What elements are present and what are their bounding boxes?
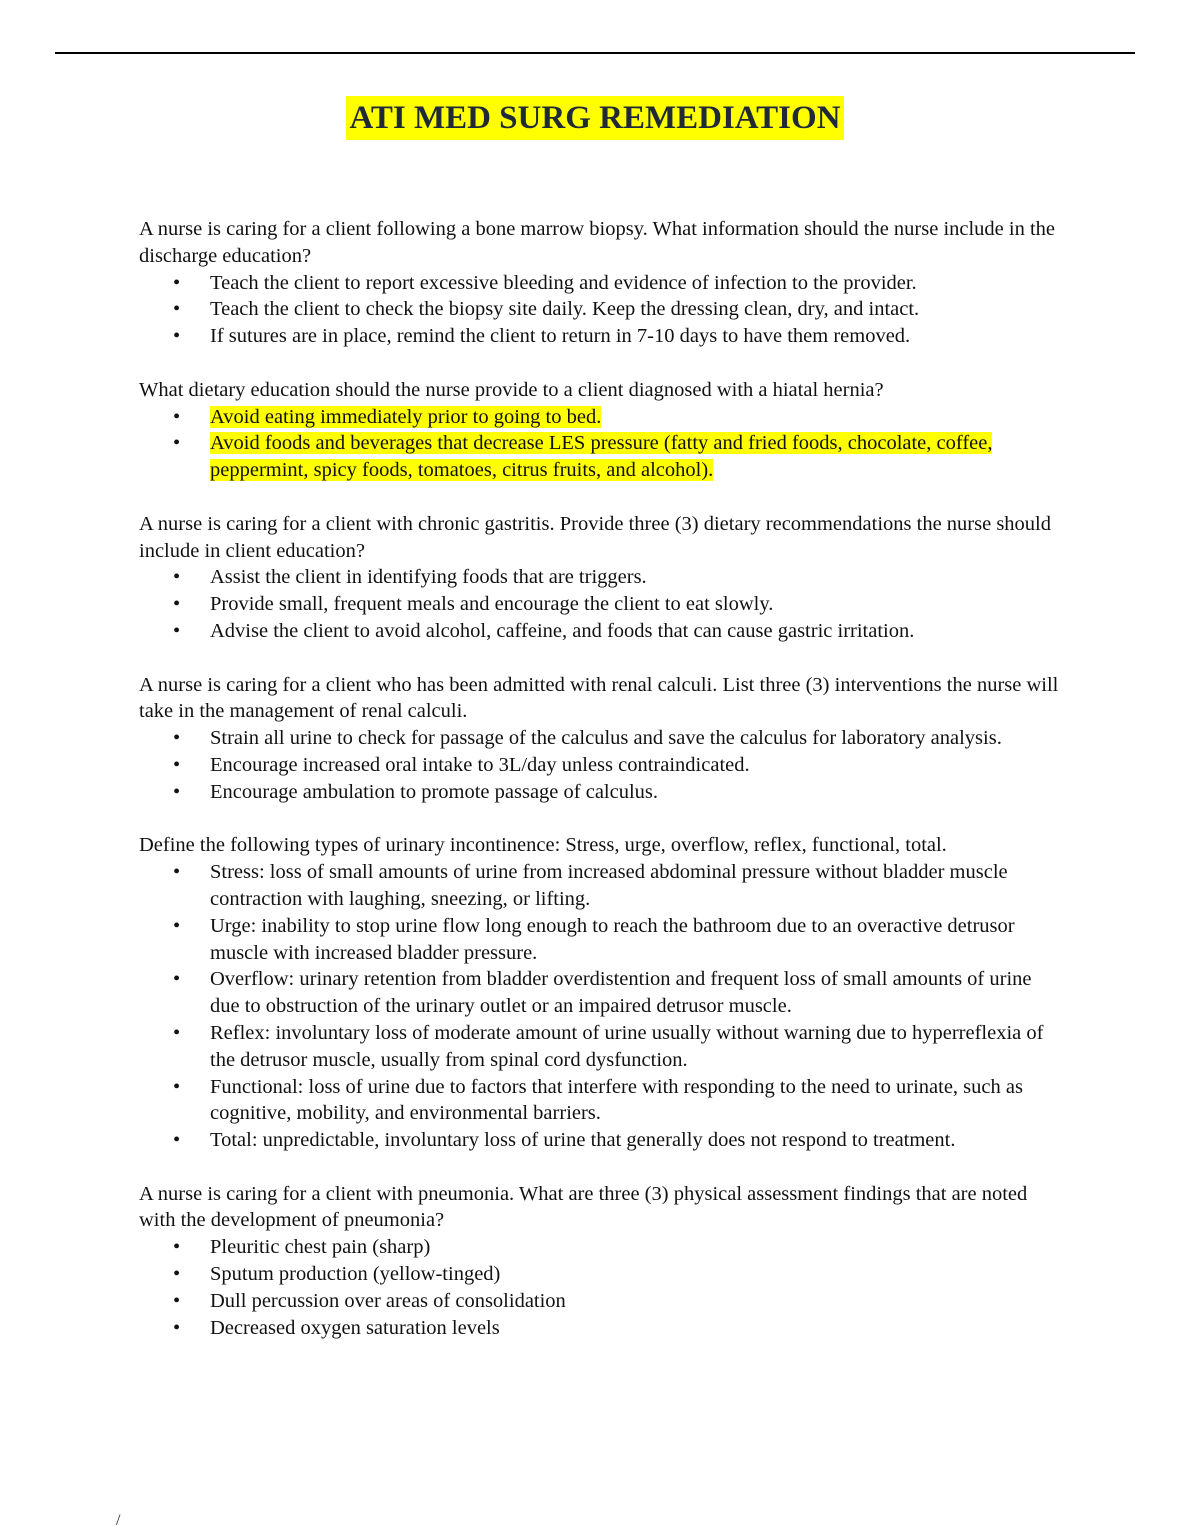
bullet-icon: • (173, 1289, 181, 1312)
bullet-icon: • (173, 593, 181, 616)
bullet-icon: • (173, 405, 181, 428)
answer-item (139, 1315, 1059, 1342)
answer-item (139, 1074, 1059, 1128)
answer-item (139, 1288, 1059, 1315)
answer-text-highlighted: Avoid eating immediately prior to going to bed. (210, 405, 602, 428)
answer-text: Encourage increased oral intake to 3L/day unless contraindicated. (210, 753, 750, 776)
answer-item (139, 323, 1059, 350)
answer-item (139, 779, 1059, 806)
answer-text: Sputum production (yellow-tinged) (210, 1263, 501, 1286)
answer-item (139, 296, 1059, 323)
answer-list (139, 564, 1059, 644)
question-text: A nurse is caring for a client with chronic gastritis. Provide three (3) dietary recommendations the nurse should include in client education? (139, 512, 1051, 562)
answer-text: Decreased oxygen saturation levels (210, 1316, 500, 1339)
qa-block (139, 832, 1059, 1154)
answer-list (139, 859, 1059, 1154)
question-text: A nurse is caring for a client who has been admitted with renal calculi. List three (3) interventions the nurse will take in the management of renal calculi. (139, 673, 1059, 723)
qa-block (139, 377, 1059, 484)
qa-block (139, 672, 1059, 806)
bullet-icon: • (173, 1075, 181, 1098)
answer-list (139, 404, 1059, 484)
answer-text: Provide small, frequent meals and encourage the client to eat slowly. (210, 593, 774, 616)
answer-list (139, 725, 1059, 805)
answer-text: Encourage ambulation to promote passage of calculus. (210, 780, 659, 803)
answer-text: Stress: loss of small amounts of urine from increased abdominal pressure without bladder muscle contraction with laughing, sneezing, or lifting. (210, 861, 1008, 910)
bullet-icon: • (173, 619, 181, 642)
bullet-icon: • (173, 914, 181, 937)
answer-item (139, 859, 1059, 913)
answer-item (139, 404, 1059, 431)
qa-block (139, 511, 1059, 645)
answer-text: Urge: inability to stop urine flow long enough to reach the bathroom due to an overactive detrusor muscle with increased bladder pressure. (210, 914, 1015, 964)
document-title: ATI MED SURG REMEDIATION (346, 96, 843, 140)
qa-block (139, 216, 1059, 350)
answer-item (139, 564, 1059, 591)
bullet-icon: • (173, 861, 181, 884)
bullet-icon: • (173, 1263, 181, 1286)
answer-text: Teach the client to check the biopsy site daily. Keep the dressing clean, dry, and intact. (210, 298, 920, 321)
answer-list (139, 270, 1059, 350)
answer-item (139, 1020, 1059, 1074)
bullet-icon: • (173, 1021, 181, 1044)
answer-item (139, 591, 1059, 618)
answer-item (139, 618, 1059, 645)
footer-mark: / (116, 1512, 121, 1529)
bullet-icon: • (173, 1236, 181, 1259)
answer-item (139, 752, 1059, 779)
title-wrap (0, 96, 1190, 140)
answer-item (139, 1127, 1059, 1154)
answer-item (139, 1234, 1059, 1261)
bullet-icon: • (173, 271, 181, 294)
question-text: A nurse is caring for a client with pneumonia. What are three (3) physical assessment findings that are noted with the development of pneumonia? (139, 1182, 1028, 1232)
answer-text: Strain all urine to check for passage of the calculus and save the calculus for laboratory analysis. (210, 727, 1002, 750)
answer-item (139, 1261, 1059, 1288)
answer-text: Total: unpredictable, involuntary loss of urine that generally does not respond to treatment. (210, 1129, 956, 1152)
answer-item (139, 270, 1059, 297)
bullet-icon: • (173, 1316, 181, 1339)
question-text: Define the following types of urinary incontinence: Stress, urge, overflow, reflex, functional, total. (139, 834, 947, 857)
answer-text: Functional: loss of urine due to factors that interfere with responding to the need to urinate, such as cognitive, mobility, and environmental barriers. (210, 1075, 1023, 1125)
bullet-icon: • (173, 968, 181, 991)
document-body (139, 216, 1059, 1368)
answer-text: Dull percussion over areas of consolidation (210, 1289, 566, 1312)
answer-text: Teach the client to report excessive bleeding and evidence of infection to the provider. (210, 271, 917, 294)
answer-text: Overflow: urinary retention from bladder overdistention and frequent loss of small amounts of urine due to obstruction of the urinary outlet or an impaired detrusor muscle. (210, 968, 1032, 1018)
answer-item (139, 913, 1059, 967)
answer-text: If sutures are in place, remind the client to return in 7-10 days to have them removed. (210, 325, 911, 348)
bullet-icon: • (173, 1129, 181, 1152)
bullet-icon: • (173, 298, 181, 321)
bullet-icon: • (173, 325, 181, 348)
answer-item (139, 966, 1059, 1020)
answer-text-highlighted: Avoid foods and beverages that decrease LES pressure (fatty and fried foods, chocolate, coffee, peppermint, spicy foods, tomatoes, citrus fruits, and alcohol). (210, 432, 993, 482)
top-rule (55, 52, 1135, 54)
question-text: What dietary education should the nurse provide to a client diagnosed with a hiatal hernia? (139, 378, 884, 401)
answer-list (139, 1234, 1059, 1341)
bullet-icon: • (173, 780, 181, 803)
bullet-icon: • (173, 753, 181, 776)
bullet-icon: • (173, 727, 181, 750)
answer-item (139, 430, 1059, 484)
bullet-icon: • (173, 566, 181, 589)
answer-text: Assist the client in identifying foods that are triggers. (210, 566, 647, 589)
answer-text: Advise the client to avoid alcohol, caffeine, and foods that can cause gastric irritation. (210, 619, 915, 642)
answer-text: Pleuritic chest pain (sharp) (210, 1236, 431, 1259)
answer-text: Reflex: involuntary loss of moderate amount of urine usually without warning due to hyperreflexia of the detrusor muscle, usually from spinal cord dysfunction. (210, 1021, 1044, 1071)
qa-block (139, 1181, 1059, 1342)
bullet-icon: • (173, 432, 181, 455)
answer-item (139, 725, 1059, 752)
question-text: A nurse is caring for a client following a bone marrow biopsy. What information should the nurse include in the discharge education? (139, 218, 1056, 267)
